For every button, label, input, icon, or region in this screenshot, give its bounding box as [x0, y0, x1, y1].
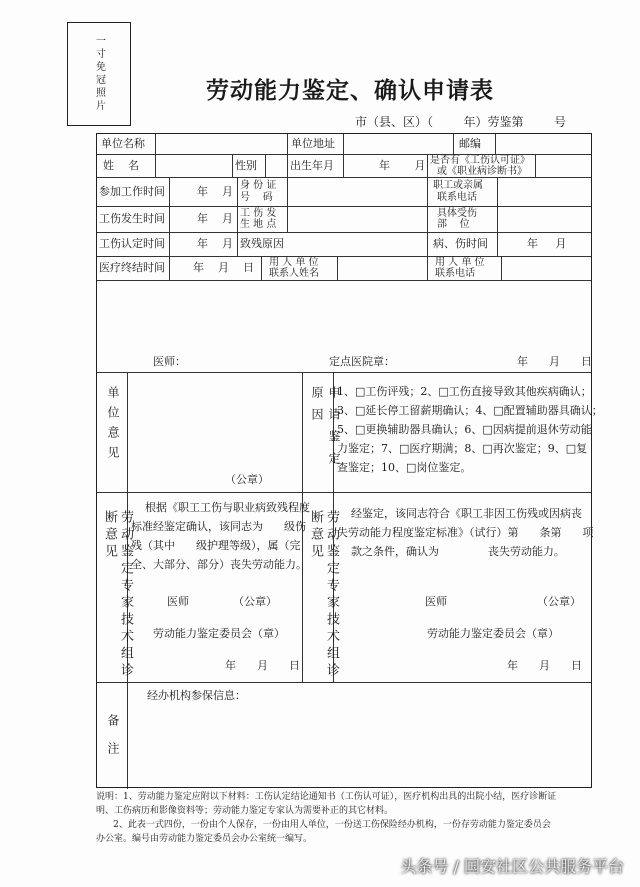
injury-ym: 年 月 [197, 212, 233, 225]
expert-left-date: 年 月 日 [225, 659, 300, 672]
label-employer-phone-a: 用 人 单 位 [435, 257, 485, 268]
work-start-ym: 年 月 [197, 185, 233, 198]
label-apply-reason: 申请鉴定原因 [310, 386, 341, 474]
birth-ym: 年 月 [379, 159, 426, 172]
label-injury-part-b: 部 位 [437, 219, 470, 230]
confirm-ym: 年 月 [197, 237, 233, 250]
unit-opinion-seal: （公章） [225, 473, 269, 486]
watermark-footer: 头条号 / 国安社区公共服务平台 [400, 857, 624, 876]
label-id-a: 身 份 证 [240, 180, 277, 191]
form-title: 劳动能力鉴定、确认申请表 [206, 78, 494, 104]
expert-left-line: 标准经鉴定确认，该同志为 级伤 [131, 520, 306, 533]
doctor-date: 年 月 日 [517, 355, 592, 368]
apply-reason-options [337, 382, 603, 477]
expert-right-date: 年 月 日 [507, 659, 582, 672]
expert-right-seal: （公章） [537, 595, 581, 608]
label-relative-phone-a: 职工或亲属 [433, 180, 483, 191]
apply-reason-line: 5、□更换辅助器具确认；6、□因病提前退休劳动能 [337, 423, 592, 436]
label-agency-info: 经办机构参保信息： [147, 689, 246, 702]
label-remarks: 备注 [106, 714, 120, 770]
label-injury-place-b: 生 地 点 [240, 219, 277, 230]
label-postcode: 邮编 [459, 137, 481, 150]
label-expert-left: 劳动鉴定专家技术组诊断意见 [102, 510, 133, 680]
label-id-b: 号 码 [240, 192, 273, 203]
label-employer-phone-b: 联系电话 [435, 268, 475, 279]
photo-label: 一寸免冠照片 [93, 35, 105, 113]
form-table [96, 133, 603, 788]
expert-right-text [337, 504, 594, 561]
label-cert-q1: 是否有《工伤认可证》 [430, 155, 530, 166]
label-unit-opinion: 单位意见 [106, 386, 120, 466]
label-injury-time: 工伤发生时间 [99, 212, 165, 225]
label-unit-name: 单位名称 [101, 137, 145, 150]
label-employer-contact-b: 联系人姓名 [269, 268, 319, 279]
label-expert-right: 劳动鉴定专家技术组诊断意见 [308, 510, 339, 680]
label-disability-cause: 致残原因 [240, 237, 284, 250]
expert-left-line: 全、大部分、部分）丧失劳动能力。 [131, 558, 307, 571]
expert-right-line: 经鉴定，该同志符合《职工非因工伤残或因病丧 [337, 507, 582, 520]
note-line: 办公室。编号由劳动能力鉴定委员会办公室统一编写。 [96, 834, 313, 844]
label-birth: 出生年月 [290, 159, 334, 172]
apply-reason-line: 1、□工伤评残；2、□工伤直接导致其他疾病确认； [337, 385, 592, 398]
expert-right-line: 款之条件，确认为 丧失劳动能力。 [337, 545, 565, 558]
note-line: 说明：1、劳动能力鉴定应附以下材料：工伤认定结论通知书（工伤认可证），医疗机构出具的出院小结，医疗诊断证 [96, 792, 557, 802]
label-relative-phone-b: 联系电话 [437, 192, 477, 203]
expert-left-committee: 劳动能力鉴定委员会（章） [153, 627, 285, 640]
label-hospital-seal: 定点医院章： [329, 355, 395, 368]
apply-reason-line: 查鉴定；10、□岗位鉴定。 [337, 461, 472, 474]
treatment-end-ymd: 年 月 日 [193, 261, 254, 274]
apply-reason-line: 3、□延长停工留薪期确认；4、□配置辅助器具确认； [337, 404, 603, 417]
expert-left-line: 根据《职工工伤与职业病致残程度 [131, 501, 310, 514]
form-notes [96, 790, 596, 846]
expert-left-seal: （公章） [233, 595, 277, 608]
apply-reason-line: 力鉴定；7、□医疗期满；8、□再次鉴定；9、□复 [337, 442, 588, 455]
label-cert-q2: 或《职业病诊断书》 [437, 166, 527, 177]
photo-box [67, 22, 131, 126]
label-doctor: 医师： [153, 355, 186, 368]
label-illness-time: 病、伤时间 [433, 237, 488, 250]
expert-left-doctor: 医师 [167, 595, 189, 608]
label-confirm-time: 工伤认定时间 [99, 237, 165, 250]
expert-right-committee: 劳动能力鉴定委员会（章） [427, 627, 559, 640]
expert-right-line: 失劳动能力程度鉴定标准》（试行）第 条第 项 [337, 526, 594, 539]
expert-left-text [131, 498, 310, 574]
label-work-start: 参加工作时间 [99, 185, 165, 198]
label-injury-part-a: 具体受伤 [437, 208, 477, 219]
label-injury-place-a: 工 伤 发 [240, 208, 277, 219]
expert-right-doctor: 医师 [425, 595, 447, 608]
label-treatment-end: 医疗终结时间 [99, 261, 165, 274]
label-name: 姓 名 [103, 159, 139, 172]
illness-ym: 年 月 [527, 237, 567, 250]
note-line: 明、工伤病历和影像资料等；劳动能力鉴定专家认为需要补正的其它材料。 [96, 806, 394, 816]
note-line: 2、此表一式四份，一份由个人保存，一份由用人单位，一份送工伤保险经办机构，一份存劳动能力鉴定委员会 [96, 820, 551, 830]
expert-left-line: 残（其中 级护理等级），属（完 [131, 539, 301, 552]
label-gender: 性别 [235, 159, 257, 172]
label-employer-contact-a: 用 人 单 位 [269, 257, 319, 268]
form-number-line: 市（县、区）（ 年）劳鉴第 号 [355, 115, 567, 129]
label-unit-address: 单位地址 [291, 137, 335, 150]
